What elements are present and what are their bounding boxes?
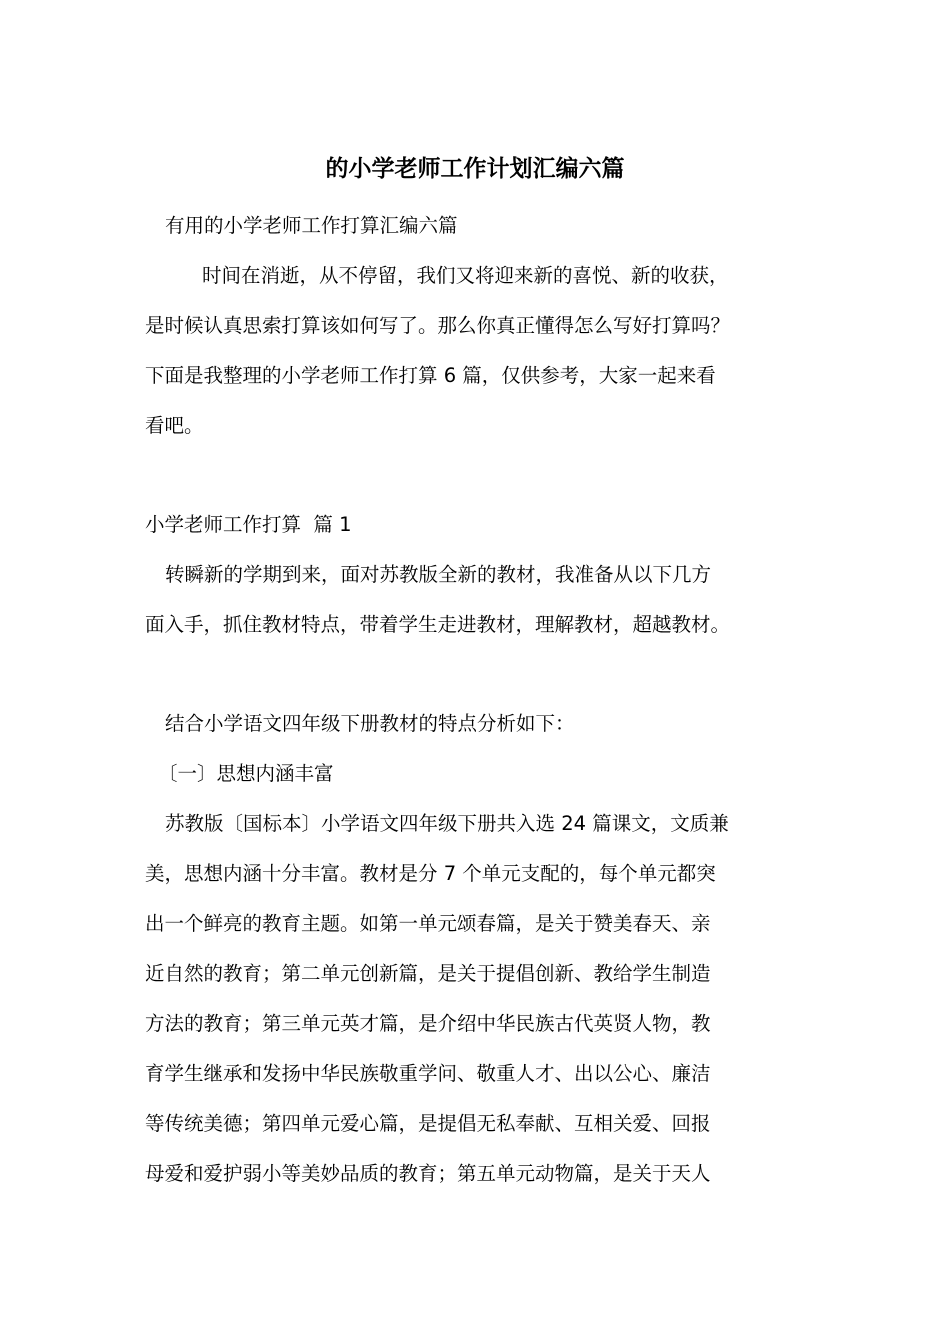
intro-line: 下面是我整理的小学老师工作打算 6 篇，仅供参考，大家一起来看	[145, 364, 716, 387]
analysis-intro: 结合小学语文四年级下册教材的特点分析如下：	[165, 712, 575, 735]
intro-line: 看吧。	[145, 414, 204, 437]
paragraph-line: 面入手，抓住教材特点，带着学生走进教材，理解教材，超越教材。	[145, 613, 731, 636]
document-title: 的小学老师工作计划汇编六篇	[325, 156, 625, 182]
paragraph-line: 出一个鲜亮的教育主题。如第一单元颂春篇，是关于赞美春天、亲	[145, 912, 711, 935]
intro-line: 是时候认真思索打算该如何写了。那么你真正懂得怎么写好打算吗？	[145, 314, 731, 337]
paragraph-line: 等传统美德；第四单元爱心篇，是提倡无私奉献、互相关爱、回报	[145, 1112, 711, 1135]
paragraph-line: 美，思想内涵十分丰富。教材是分 7 个单元支配的，每个单元都突	[145, 862, 716, 885]
paragraph-line: 方法的教育；第三单元英才篇，是介绍中华民族古代英贤人物，教	[145, 1012, 711, 1035]
paragraph-line: 苏教版〔国标本〕小学语文四年级下册共入选 24 篇课文，文质兼	[165, 812, 729, 835]
document-subtitle: 有用的小学老师工作打算汇编六篇	[165, 214, 458, 237]
paragraph-line: 育学生继承和发扬中华民族敬重学问、敬重人才、出以公心、廉洁	[145, 1062, 711, 1085]
paragraph-line: 母爱和爱护弱小等美妙品质的教育；第五单元动物篇，是关于天人	[145, 1162, 711, 1185]
paragraph-line: 转瞬新的学期到来，面对苏教版全新的教材，我准备从以下几方	[165, 563, 712, 586]
intro-line: 时间在消逝，从不停留，我们又将迎来新的喜悦、新的收获，	[202, 264, 729, 287]
paragraph-line: 近自然的教育；第二单元创新篇，是关于提倡创新、教给学生制造	[145, 962, 711, 985]
section-heading: 小学老师工作打算 篇 1	[145, 513, 352, 536]
sub-heading: 〔一〕思想内涵丰富	[158, 762, 334, 785]
